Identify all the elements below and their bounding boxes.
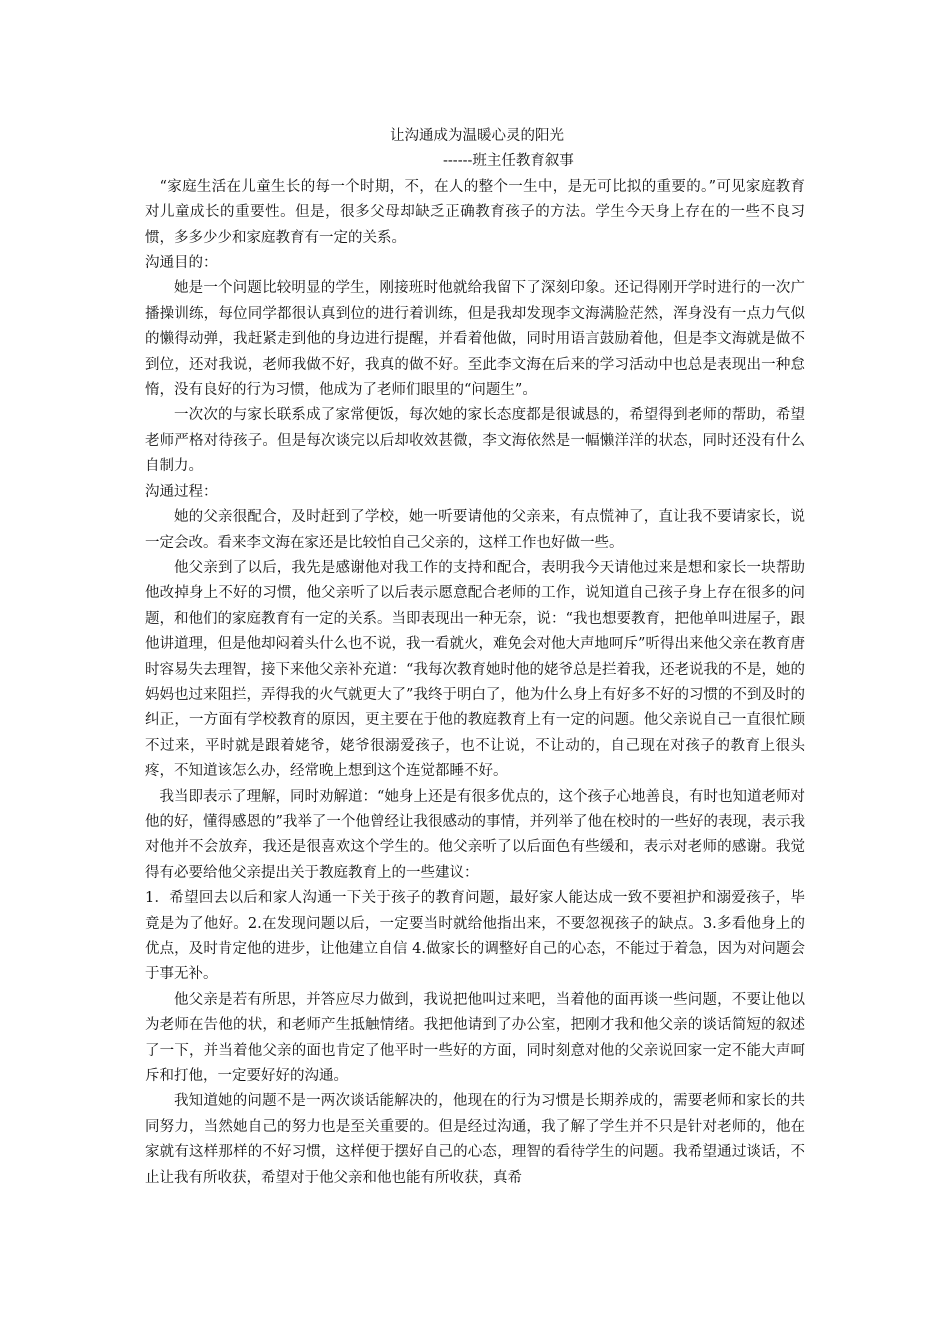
paragraph: 我知道她的问题不是一两次谈话能解决的，他现在的行为习惯是长期养成的，需要老师和家长的共同努力，当然她自己的努力也是至关重要的。但是经过沟通，我了解了学生并不只是针对老师的，他在家就有这样那样的不好习惯，这样便于摆好自己的心态，理智的看待学生的问题。我希望通过谈话，不止让我有所收获，希望对于他父亲和他也能有所收获，真希 xyxy=(145,1093,805,1186)
paragraph: 她的父亲很配合，及时赶到了学校，她一听要请他的父亲来，有点慌神了，直让我不要请家长，说一定会改。看来李文海在家还是比较怕自己父亲的，这样工作也好做一些。 xyxy=(145,509,805,551)
paragraph: 一次次的与家长联系成了家常便饭，每次她的家长态度都是很诚恳的，希望得到老师的帮助，希望老师严格对待孩子。但是每次谈完以后却收效甚微，李文海依然是一幅懒洋洋的状态，同时还没有什么自制力。 xyxy=(145,407,805,475)
paragraph-suggestions: 1．希望回去以后和家人沟通一下关于孩子的教育问题，最好家人能达成一致不要袒护和溺爱孩子，毕竟是为了他好。2.在发现问题以后，一定要当时就给他指出来，不要忽视孩子的缺点。3.多看他身上的优点，及时肯定他的进步，让他建立自信 4.做家长的调整好自己的心态，不能过于着急，因为对问题会于事无补。 xyxy=(145,890,805,983)
paragraph: 她是一个问题比较明显的学生，刚接班时他就给我留下了深刻印象。还记得刚开学时进行的一次广播操训练，每位同学都很认真到位的进行着训练，但是我却发现李文海满脸茫然，浑身没有一点力气似的懒得动弹，我赶紧走到他的身边进行提醒，并看着他做，同时用语言鼓励着他，但是李文海就是做不到位，还对我说，老师我做不好，我真的做不好。至此李文海在后来的学习活动中也总是表现出一种怠惰，没有良好的行为习惯，他成为了老师们眼里的“问题生”。 xyxy=(145,280,805,399)
paragraph-intro: “家庭生活在儿童生长的每一个时期，不，在人的整个一生中，是无可比拟的重要的。”可见家庭教育对儿童成长的重要性。但是，很多父母却缺乏正确教育孩子的方法。学生今天身上存在的一些不良习惯，多多少少和家庭教育有一定的关系。 xyxy=(145,178,805,246)
paragraph: 我当即表示了理解，同时劝解道：“她身上还是有很多优点的，这个孩子心地善良，有时也知道老师对他的好，懂得感恩的”我举了一个他曾经让我很感动的事情，并列举了他在校时的一些好的表现，表示我对他并不会放弃，我还是很喜欢这个学生的。他父亲听了以后面色有些缓和，表示对老师的感谢。我觉得有必要给他父亲提出关于教庭教育上的一些建议： xyxy=(145,788,805,881)
document-body xyxy=(145,124,805,1191)
paragraph: 他父亲是若有所思，并答应尽力做到，我说把他叫过来吧，当着他的面再谈一些问题，不要让他以为老师在告他的状，和老师产生抵触情绪。我把他请到了办公室，把刚才我和他父亲的谈话简短的叙述了一下，并当着他父亲的面也肯定了他平时一些好的方面，同时刻意对他的父亲说回家一定不能大声呵斥和打他，一定要好好的沟通。 xyxy=(145,991,805,1085)
section-heading-purpose: 沟通目的： xyxy=(145,255,218,272)
section-heading-process: 沟通过程： xyxy=(145,483,218,500)
document-subtitle: ------班主任教育叙事 xyxy=(443,153,574,170)
document-title: 让沟通成为温暖心灵的阳光 xyxy=(390,128,564,144)
paragraph: 他父亲到了以后，我先是感谢他对我工作的支持和配合，表明我今天请他过来是想和家长一块帮助他改掉身上不好的习惯，他父亲听了以后表示愿意配合老师的工作，说知道自己孩子身上存在很多的问题，和他们的家庭教育有一定的关系。当即表现出一种无奈，说：“我也想要教育，把他单叫进屋子，跟他讲道理，但是他却闷着头什么也不说，我一看就火，难免会对他大声地呵斥”听得出来他父亲在教育唐时容易失去理智，接下来他父亲补充道：“我每次教育她时他的姥爷总是拦着我，还老说我的不是，她的妈妈也过来阻拦，弄得我的火气就更大了”我终于明白了，他为什么身上有好多不好的习惯的不到及时的纠正，一方面有学校教育的原因，更主要在于他的教庭教育上有一定的问题。他父亲说自己一直很忙顾不过来，平时就是跟着姥爷，姥爷很溺爱孩子，也不让说，不让动的，自己现在对孩子的教育上很头疼，不知道该怎么办，经常晚上想到这个连觉都睡不好。 xyxy=(145,559,805,780)
